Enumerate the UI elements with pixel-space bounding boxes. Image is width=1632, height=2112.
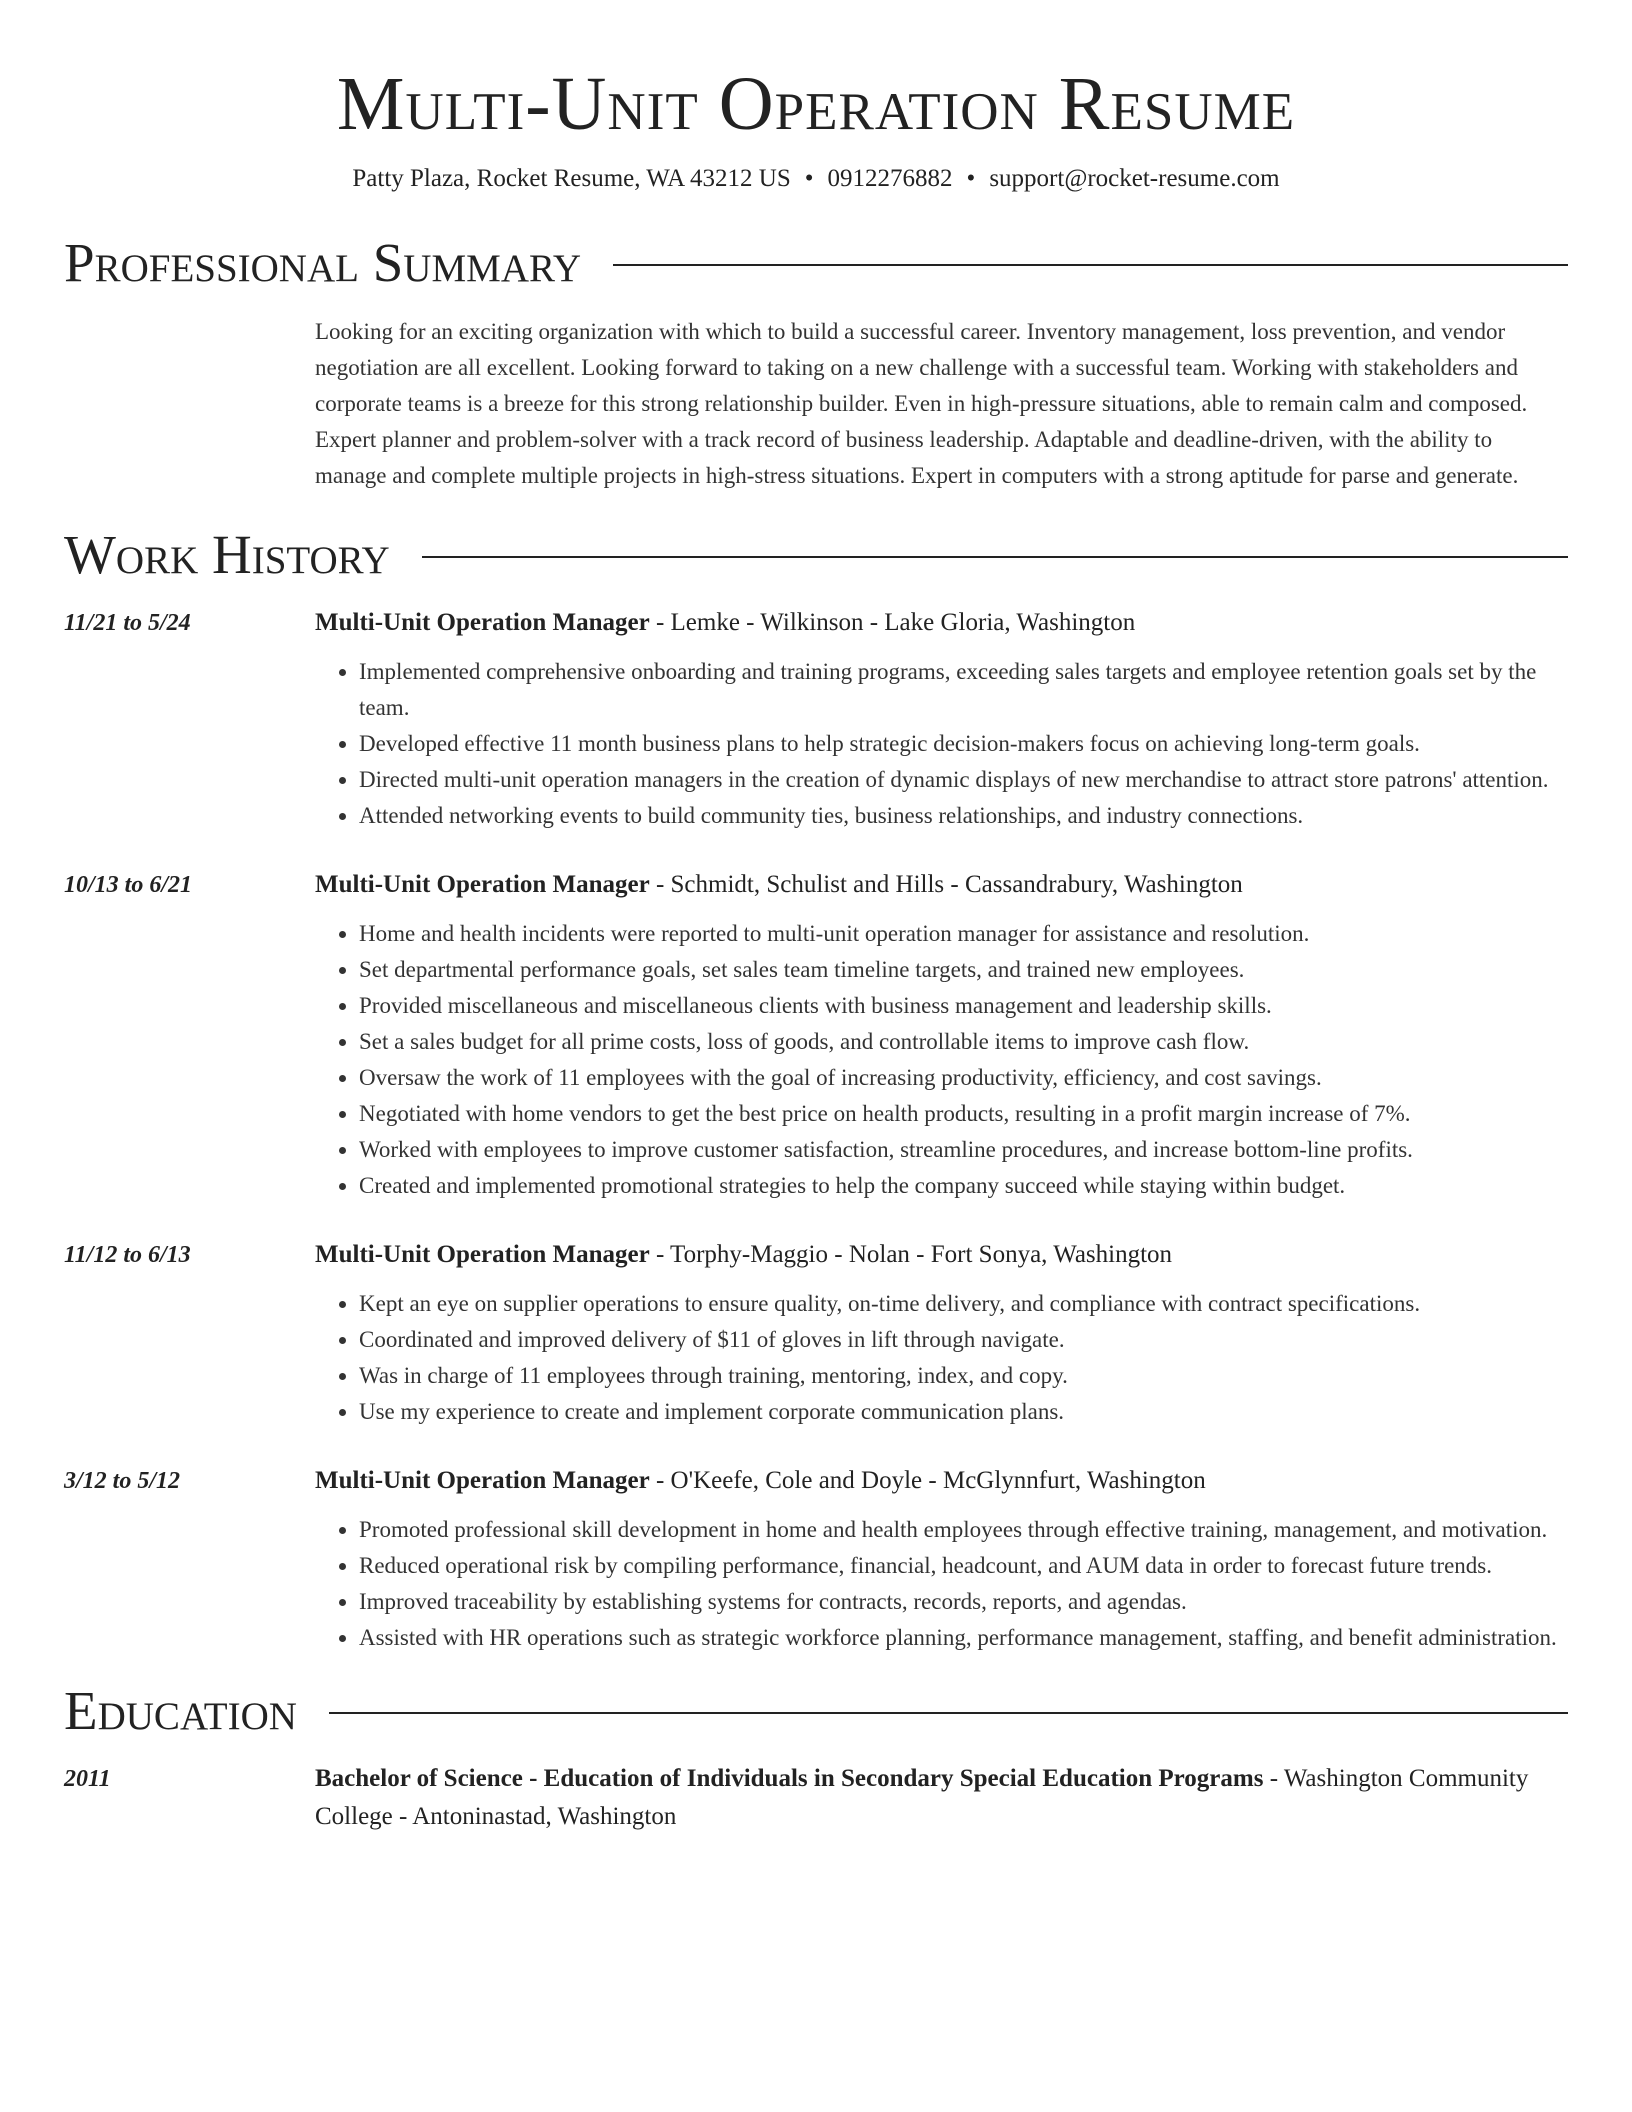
- job-dates: 3/12 to 5/12: [64, 1468, 181, 1494]
- job-employer-location: - Schmidt, Schulist and Hills - Cassandrabury, Washington: [649, 871, 1243, 898]
- resume-page: [64, 0, 1568, 1836]
- section-divider: [329, 1712, 1568, 1714]
- contact-email: support@rocket-resume.com: [989, 165, 1280, 192]
- education-degree: Bachelor of Science - Education of Individuals in Secondary Special Education Programs: [315, 1765, 1264, 1792]
- education-school-location: - Washington Community College - Antoninastad, Washington: [315, 1765, 1529, 1830]
- job-bullet-item: • Kept an eye on supplier operations to ensure quality, on-time delivery, and compliance with contract specifications.: [359, 1286, 1568, 1322]
- job-bullets: [315, 1286, 1568, 1430]
- summary-text: Looking for an exciting organization with which to build a successful career. Inventory management, loss prevention, and vendor negotiation are all excellent. Looking forward to taking on a new challenge with a successful team. Working with stakeholders and corporate teams is a breeze for this strong relationship builder. Even in high-pressure situations, able to remain calm and composed. Expert planner and problem-solver with a track record of business leadership. Adaptable and deadline-driven, with the ability to manage and complete multiple projects in high-stress situations. Expert in computers with a strong aptitude for parse and generate.: [315, 319, 1528, 488]
- job-bullet-item: • Improved traceability by establishing systems for contracts, records, reports, and agendas.: [359, 1584, 1568, 1620]
- contact-separator: •: [966, 165, 976, 192]
- job-bullet-item: • Worked with employees to improve customer satisfaction, streamline procedures, and increase bottom-line profits.: [359, 1132, 1568, 1168]
- job-bullet-item: • Oversaw the work of 11 employees with the goal of increasing productivity, efficiency, and cost savings.: [359, 1060, 1568, 1096]
- job-dates: 11/12 to 6/13: [64, 1242, 191, 1268]
- job-bullet-item: • Reduced operational risk by compiling performance, financial, headcount, and AUM data in order to forecast future trends.: [359, 1548, 1568, 1584]
- job-bullet-item: • Implemented comprehensive onboarding and training programs, exceeding sales targets and employee retention goals set by the team.: [359, 654, 1568, 726]
- job-title: Multi-Unit Operation Manager: [315, 1241, 650, 1268]
- job-bullets: [315, 654, 1568, 834]
- job-entry: [64, 866, 1568, 1204]
- job-bullet-item: • Negotiated with home vendors to get the best price on health products, resulting in a profit margin increase of 7%.: [359, 1096, 1568, 1132]
- job-bullet-item: • Home and health incidents were reported to multi-unit operation manager for assistance and resolution.: [359, 916, 1568, 952]
- job-employer-location: - Torphy-Maggio - Nolan - Fort Sonya, Washington: [649, 1241, 1173, 1268]
- work-section-header: [64, 522, 1568, 588]
- job-heading: [315, 1236, 1568, 1274]
- job-bullet-item: • Coordinated and improved delivery of $11 of gloves in lift through navigate.: [359, 1322, 1568, 1358]
- job-bullet-item: • Use my experience to create and implement corporate communication plans.: [359, 1394, 1568, 1430]
- job-title: Multi-Unit Operation Manager: [315, 609, 650, 636]
- job-title: Multi-Unit Operation Manager: [315, 1467, 650, 1494]
- education-heading: Education: [64, 1680, 297, 1741]
- section-divider: [422, 556, 1568, 558]
- job-heading: [315, 866, 1568, 904]
- work-heading: Work History: [64, 524, 390, 585]
- job-bullet-item: • Set departmental performance goals, set sales team timeline targets, and trained new employees.: [359, 952, 1568, 988]
- education-body: [315, 1760, 1568, 1836]
- job-bullet-item: • Created and implemented promotional strategies to help the company succeed while staying within budget.: [359, 1168, 1568, 1204]
- job-heading: [315, 604, 1568, 642]
- job-dates: 10/13 to 6/21: [64, 872, 193, 898]
- section-divider: [613, 264, 1568, 266]
- job-entry: [64, 1236, 1568, 1430]
- job-bullet-item: • Assisted with HR operations such as strategic workforce planning, performance management, staffing, and benefit administration.: [359, 1620, 1568, 1656]
- job-bullets: [315, 916, 1568, 1204]
- job-body: [315, 1236, 1568, 1430]
- job-bullet-item: • Developed effective 11 month business plans to help strategic decision-makers focus on achieving long-term goals.: [359, 726, 1568, 762]
- contact-address: Patty Plaza, Rocket Resume, WA 43212 US: [352, 165, 791, 192]
- job-bullet-item: • Directed multi-unit operation managers in the creation of dynamic displays of new merchandise to attract store patrons' attention.: [359, 762, 1568, 798]
- job-title: Multi-Unit Operation Manager: [315, 871, 650, 898]
- job-bullet-item: • Set a sales budget for all prime costs, loss of goods, and controllable items to improve cash flow.: [359, 1024, 1568, 1060]
- job-heading: [315, 1462, 1568, 1500]
- summary-heading: Professional Summary: [64, 232, 582, 293]
- education-list: [64, 1760, 1568, 1836]
- education-year: 2011: [64, 1766, 111, 1792]
- job-body: [315, 1462, 1568, 1656]
- resume-title: Multi-Unit Operation Resume: [336, 62, 1296, 146]
- job-employer-location: - Lemke - Wilkinson - Lake Gloria, Washington: [649, 609, 1136, 636]
- contact-line: [64, 162, 1568, 196]
- job-bullet-item: • Attended networking events to build community ties, business relationships, and industry connections.: [359, 798, 1568, 834]
- job-dates: 11/21 to 5/24: [64, 610, 191, 636]
- job-employer-location: - O'Keefe, Cole and Doyle - McGlynnfurt, Washington: [649, 1467, 1206, 1494]
- job-body: [315, 604, 1568, 834]
- job-entry: [64, 604, 1568, 834]
- education-entry: [64, 1760, 1568, 1836]
- summary-section-header: [64, 230, 1568, 296]
- job-body: [315, 866, 1568, 1204]
- job-bullets: [315, 1512, 1568, 1656]
- job-bullet-item: • Was in charge of 11 employees through training, mentoring, index, and copy.: [359, 1358, 1568, 1394]
- work-history-list: [64, 604, 1568, 1656]
- job-bullet-item: • Provided miscellaneous and miscellaneous clients with business management and leadership skills.: [359, 988, 1568, 1024]
- contact-phone: 0912276882: [827, 165, 953, 192]
- education-section-header: [64, 1678, 1568, 1744]
- job-entry: [64, 1462, 1568, 1656]
- contact-separator: •: [804, 165, 814, 192]
- job-bullet-item: • Promoted professional skill development in home and health employees through effective training, management, and motivation.: [359, 1512, 1568, 1548]
